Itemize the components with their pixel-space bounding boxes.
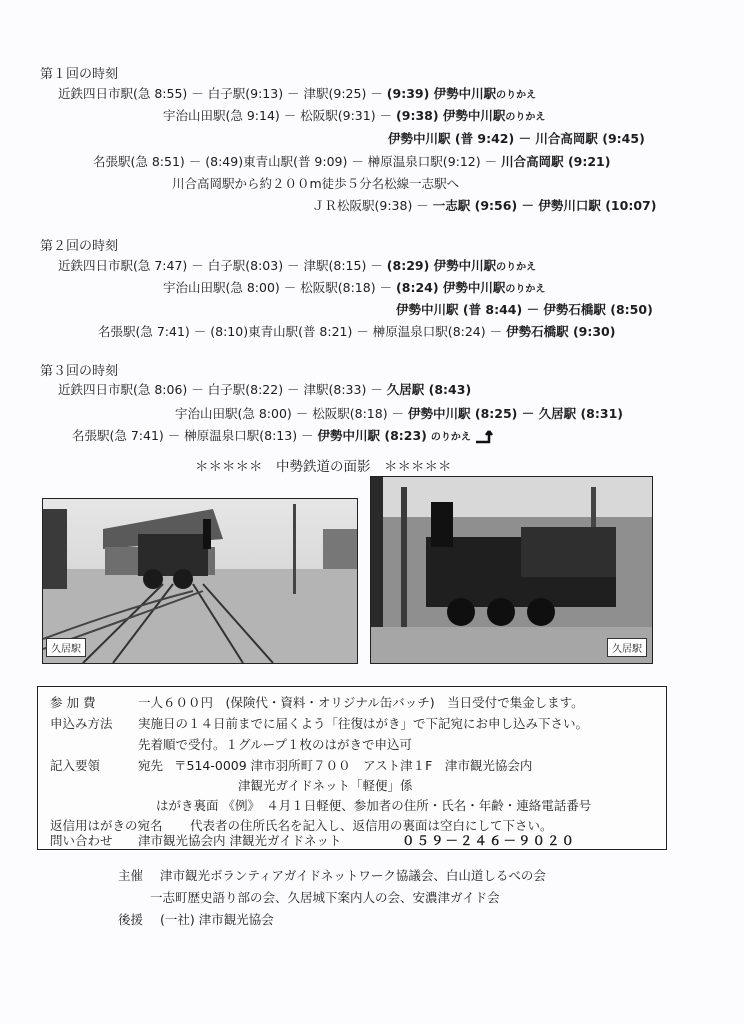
address-recipient: 津観光ガイドネット「軽便」係 — [238, 778, 413, 793]
contact-label: 問い合わせ — [50, 833, 113, 848]
address-label: 宛先 — [138, 758, 164, 773]
organizer-line1: 津市観光ボランティアガイドネットワーク協議会、白山道しるべの会 — [160, 868, 546, 883]
round2-heading: 第２回の時刻 — [40, 239, 119, 254]
photo-hisai-station-right — [370, 476, 653, 664]
fee-text: 一人６００円 (保険代・資料・オリジナル缶バッチ) 当日受付で集金します。 — [138, 695, 584, 710]
round2-line1 — [58, 256, 536, 274]
round1-line4-destination: 川合高岡駅 (9:21) — [501, 154, 611, 169]
steam-locomotive-photo-icon — [371, 477, 652, 663]
transfer-arrow-icon — [475, 430, 493, 444]
address-text: 〒514-0009 津市羽所町７００ アスト津１F 津市観光協会内 — [174, 758, 533, 773]
organizer-label: 主催 — [118, 868, 144, 883]
reply-text: 代表者の住所氏名を記入し、返信用の裏面は空白にして下さい。 — [190, 818, 553, 833]
photo-hisai-station-left — [42, 498, 358, 664]
round2-line2 — [163, 278, 545, 296]
round3-line3 — [72, 426, 493, 444]
photos-title: ＊＊＊＊＊ 中勢鉄道の面影 ＊＊＊＊＊ — [195, 459, 452, 475]
round1-line2-route: 宇治山田駅(急 9:14) － 松阪駅(9:31) － — [163, 108, 393, 123]
round2-line3: 伊勢中川駅 (普 8:44) － 伊勢石橋駅 (8:50) — [396, 302, 653, 317]
photo-caption-left: 久居駅 — [46, 638, 86, 657]
apply-note: 先着順で受付。１グループ１枚のはがきで申込可 — [138, 737, 413, 752]
round2-line1-route: 近鉄四日市駅(急 7:47) － 白子駅(8:03) － 津駅(8:15) － — [58, 258, 383, 273]
round2-line4-route: 名張駅(急 7:41) － (8:10)東青山駅(普 8:21) － 榊原温泉口駅(8:24) － — [98, 324, 503, 339]
round1-line4-route: 名張駅(急 8:51) － (8:49)東青山駅(普 9:09) － 榊原温泉口駅(9:12) － — [93, 154, 498, 169]
organizer-line2: 一志町歴史語り部の会、久居城下案内人の会、安濃津ガイド会 — [150, 890, 500, 905]
entry-label: 記入要領 — [50, 758, 101, 773]
supporter-text: (一社) 津市観光協会 — [160, 912, 274, 927]
round2-line4 — [98, 322, 615, 340]
round3-line1 — [58, 380, 471, 398]
round1-line3: 伊勢中川駅 (普 9:42) － 川合高岡駅 (9:45) — [388, 131, 645, 146]
round3-heading: 第３回の時刻 — [40, 364, 119, 379]
transfer-label: のりかえ — [496, 262, 537, 273]
contact-phone: ０５９－２４６－９０２０ — [402, 833, 577, 848]
round1-line2-transfer-station: (9:38) 伊勢中川駅 — [396, 108, 506, 123]
fee-label: 参 加 費 — [50, 695, 96, 710]
round1-line5: 川合高岡駅から約２００m徒歩５分名松線一志駅へ — [172, 176, 460, 191]
photo-caption-right: 久居駅 — [607, 638, 647, 657]
round1-line6-destination: 一志駅 (9:56) － 伊勢川口駅 (10:07) — [432, 198, 657, 213]
round3-line3-transfer-station: 伊勢中川駅 (8:23) — [317, 428, 427, 443]
steam-locomotive-photo-icon — [43, 499, 357, 663]
apply-label: 申込み方法 — [50, 716, 113, 731]
round3-line3-route: 名張駅(急 7:41) － 榊原温泉口駅(8:13) － — [72, 428, 314, 443]
round2-line2-route: 宇治山田駅(急 8:00) － 松阪駅(8:18) － — [163, 280, 393, 295]
round1-line2 — [163, 106, 545, 124]
round3-line2-destination: 伊勢中川駅 (8:25) － 久居駅 (8:31) — [408, 406, 623, 421]
transfer-label: のりかえ — [430, 432, 471, 443]
transfer-label: のりかえ — [496, 90, 537, 101]
round1-line6-route: ＪＲ松阪駅(9:38) － — [312, 198, 429, 213]
transfer-label: のりかえ — [505, 284, 546, 295]
round3-line1-route: 近鉄四日市駅(急 8:06) － 白子駅(8:22) － 津駅(8:33) － — [58, 382, 383, 397]
round1-heading: 第１回の時刻 — [40, 67, 119, 82]
round1-line6 — [312, 196, 656, 214]
round3-line2 — [175, 404, 623, 422]
round2-line1-transfer-station: (8:29) 伊勢中川駅 — [386, 258, 497, 273]
supporter-label: 後援 — [118, 912, 144, 927]
postcard-back-example: はがき裏面 《例》 ４月１日軽便、参加者の住所・氏名・年齢・連絡電話番号 — [156, 798, 592, 813]
round1-line1-transfer-station: (9:39) 伊勢中川駅 — [386, 86, 497, 101]
transfer-label: のりかえ — [505, 112, 546, 123]
round2-line4-destination: 伊勢石橋駅 (9:30) — [506, 324, 616, 339]
event-info-box — [37, 686, 667, 850]
contact-text: 津市観光協会内 津観光ガイドネット — [138, 833, 342, 848]
round1-line1-route: 近鉄四日市駅(急 8:55) － 白子駅(9:13) － 津駅(9:25) － — [58, 86, 383, 101]
reply-label: 返信用はがきの宛名 — [50, 818, 163, 833]
round1-line1 — [58, 84, 536, 102]
round3-line1-destination: 久居駅 (8:43) — [386, 382, 472, 397]
round3-line2-route: 宇治山田駅(急 8:00) － 松阪駅(8:18) － — [175, 406, 405, 421]
round1-line4 — [93, 152, 610, 170]
apply-text: 実施日の１４日前までに届くよう「往復はがき」で下記宛にお申し込み下さい。 — [138, 716, 589, 731]
round2-line2-transfer-station: (8:24) 伊勢中川駅 — [396, 280, 506, 295]
